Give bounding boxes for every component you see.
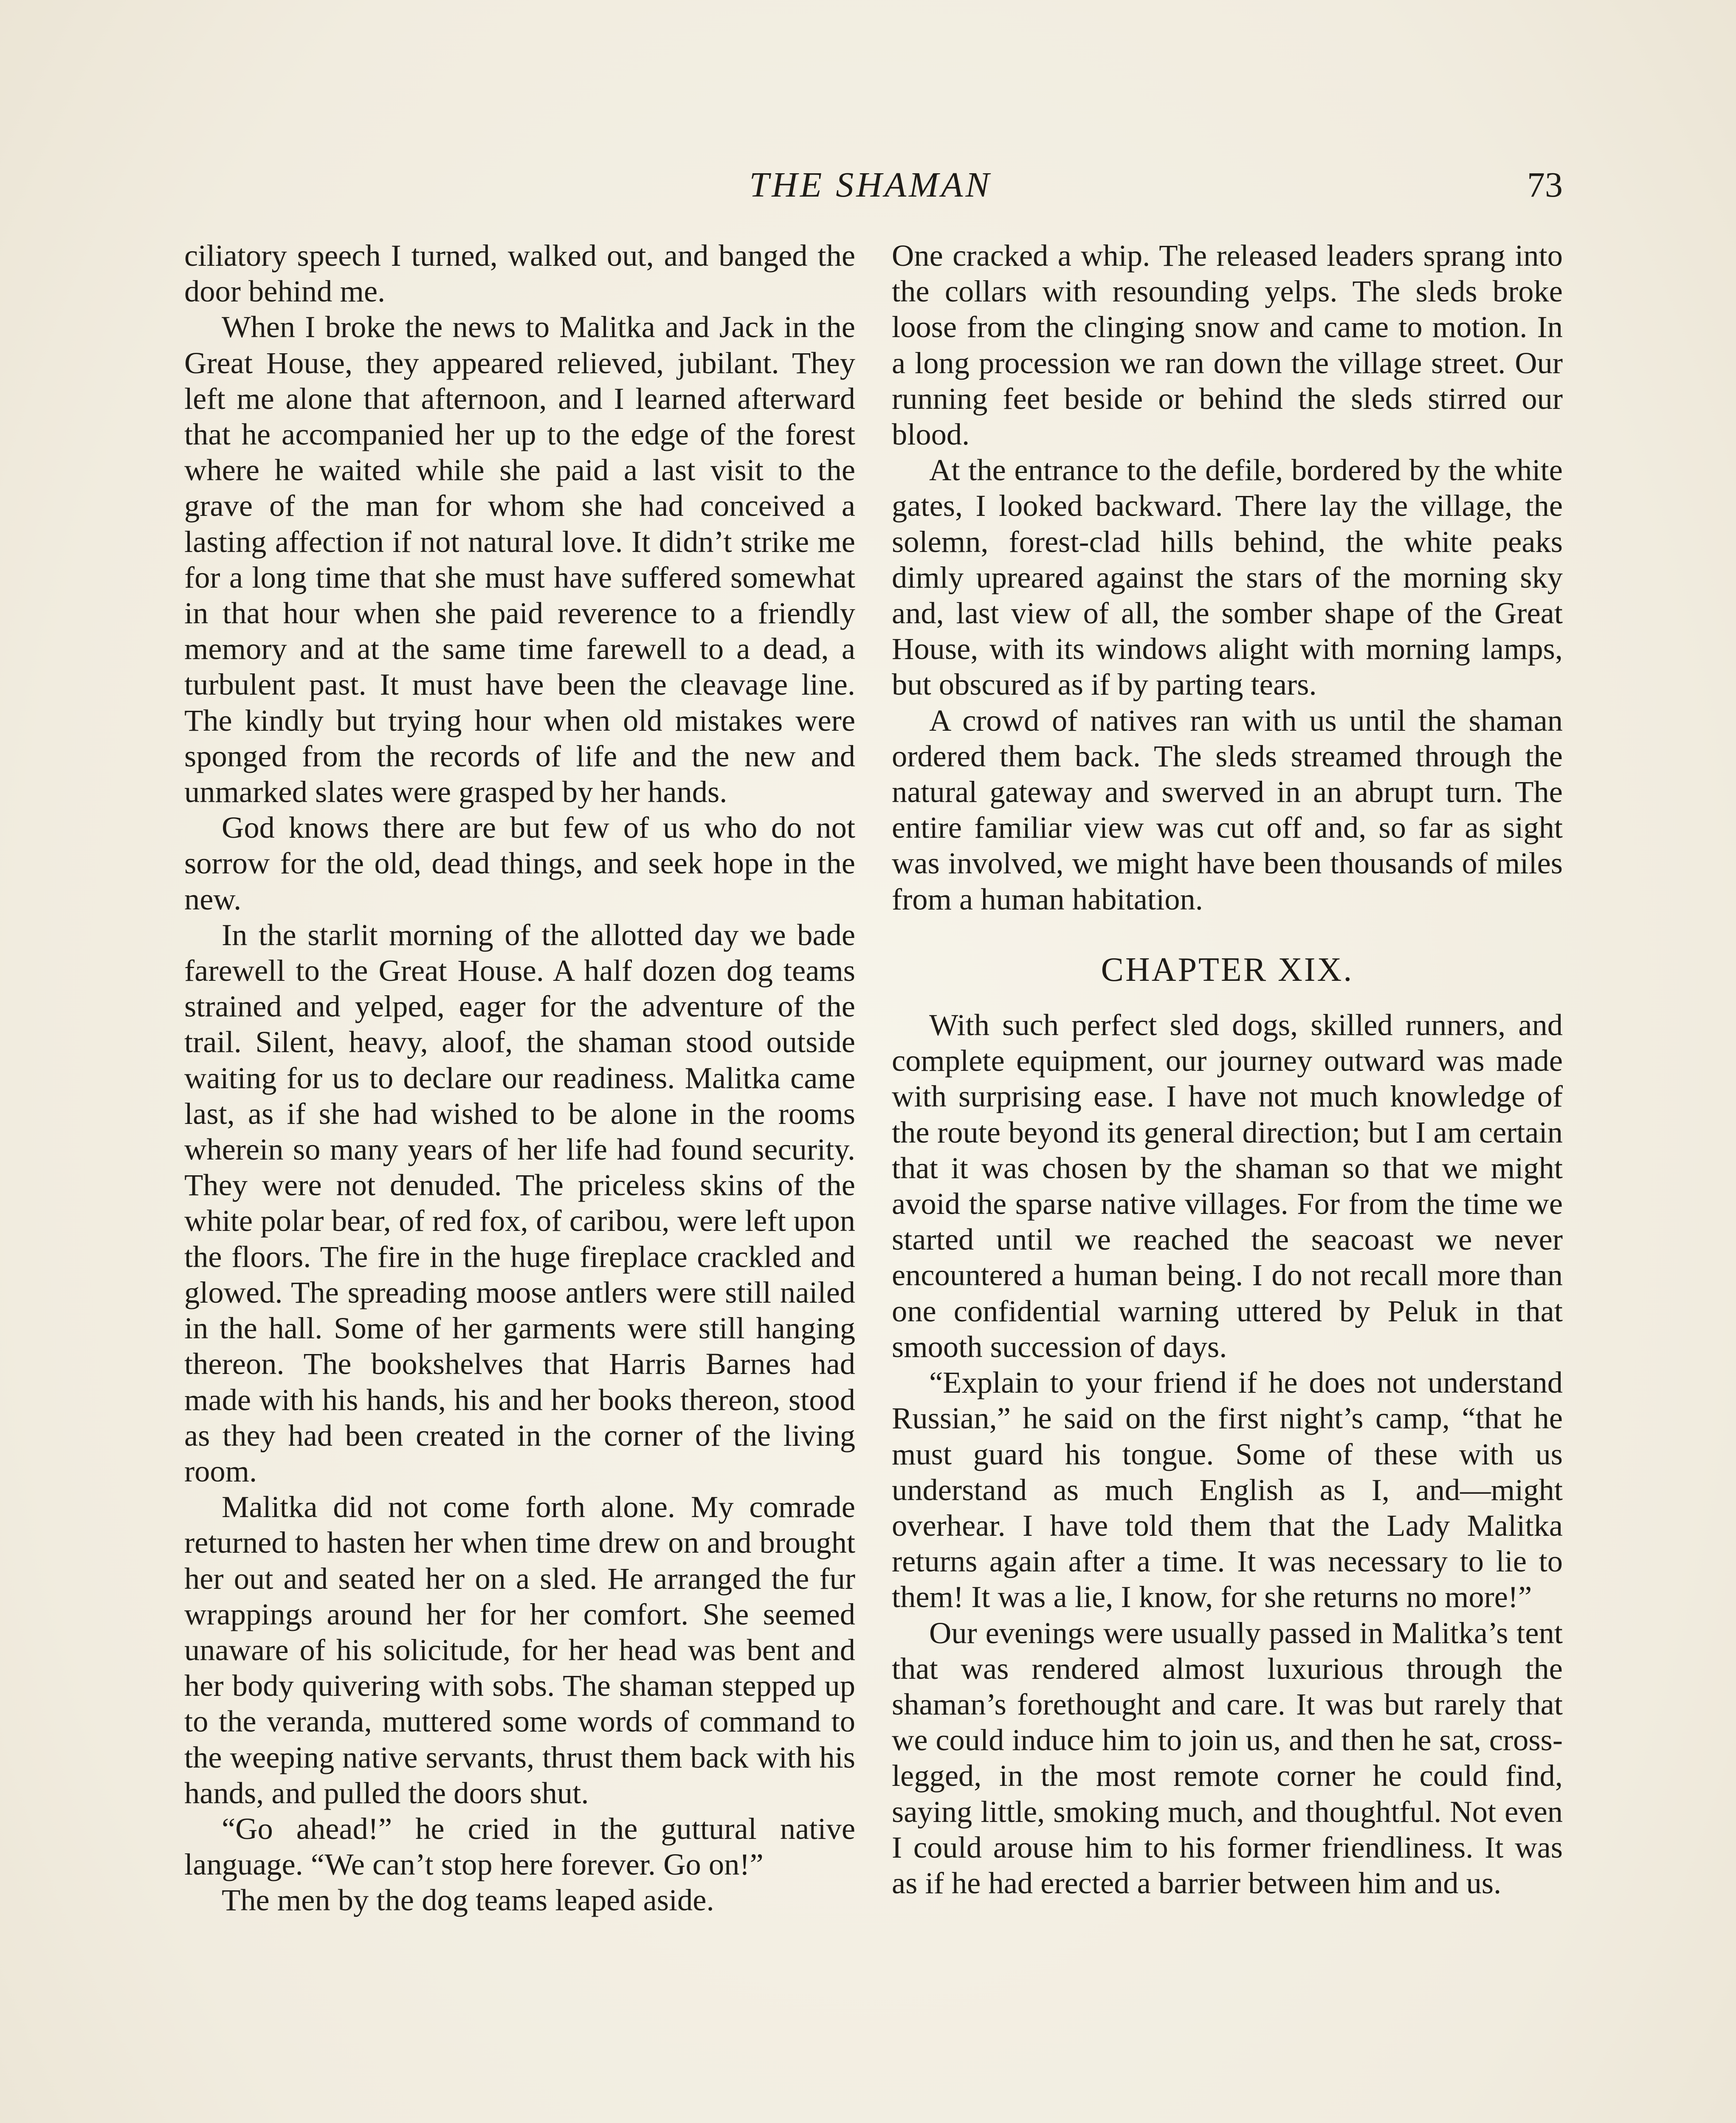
page-header: [178, 160, 1563, 211]
running-title: THE SHAMAN: [749, 165, 992, 205]
paragraph: God knows there are but few of us who do not sorrow for the old, dead things, and seek hope in the new.: [184, 810, 855, 916]
paragraph: ciliatory speech I turned, walked out, and banged the door behind me.: [184, 238, 855, 309]
paragraph: The men by the dog teams leaped aside.: [222, 1883, 714, 1917]
right-column: [892, 238, 1563, 1901]
paragraph: Our evenings were usually passed in Malitka’s tent that was rendered almost luxurious through the shaman’s forethought and care. It was but rarely that we could induce him to join us, and then he sat, cross-legged, in the most remote corner he could find, saying little, smoking much, and thoughtful. Not even I could arouse him to his former friendliness. It was as if he had erected a barrier between him and us.: [892, 1615, 1563, 1900]
paragraph: One cracked a whip. The released leaders sprang into the collars with resounding yelps. The sleds broke loose from the clinging snow and came to motion. In a long procession we ran down the village street. Our running feet beside or behind the sleds stirred our blood.: [892, 238, 1563, 452]
paragraph: “Explain to your friend if he does not understand Russian,” he said on the first night’s camp, “that he must guard his tongue. Some of these with us understand as much English as I, and—might overhear. I have told them that the Lady Malitka returns again after a time. It was necessary to lie to them! It was a lie, I know, for she returns no more!”: [892, 1365, 1563, 1614]
paragraph: Malitka did not come forth alone. My comrade returned to hasten her when time drew on and brought her out and seated her on a sled. He arranged the fur wrappings around her for her comfort. She seemed unaware of his solicitude, for her head was bent and her body quivering with sobs. The shaman stepped up to the veranda, muttered some words of command to the weeping native servants, thrust them back with his hands, and pulled the doors shut.: [184, 1489, 855, 1810]
left-column: [184, 238, 855, 1918]
paragraph: A crowd of natives ran with us until the shaman ordered them back. The sleds streamed through the natural gateway and swerved in an abrupt turn. The entire familiar view was cut off and, so far as sight was involved, we might have been thousands of miles from a human habitation.: [892, 703, 1563, 916]
paragraph: At the entrance to the defile, bordered by the white gates, I looked backward. There lay the village, the solemn, forest-clad hills behind, the white peaks dimly upreared against the stars of the morning sky and, last view of all, the somber shape of the Great House, with its windows alight with morning lamps, but obscured as if by parting tears.: [892, 453, 1563, 702]
paragraph: “Go ahead!” he cried in the guttural native language. “We can’t stop here forever. Go on!”: [184, 1811, 855, 1882]
paragraph: When I broke the news to Malitka and Jack in the Great House, they appeared relieved, jubilant. They left me alone that afternoon, and I learned afterward that he accompanied her up to the edge of the forest where he waited while she paid a last visit to the grave of the man for whom she had conceived a lasting affection if not natural love. It didn’t strike me for a long time that she must have suffered somewhat in that hour when she paid reverence to a friendly memory and at the same time farewell to a dead, a turbulent past. It must have been the cleavage line. The kindly but trying hour when old mistakes were sponged from the records of life and the new and unmarked slates were grasped by her hands.: [184, 310, 855, 809]
chapter-heading: CHAPTER XIX.: [1101, 951, 1354, 988]
paragraph: With such perfect sled dogs, skilled runners, and complete equipment, our journey outward was made with surprising ease. I have not much knowledge of the route beyond its general direction; but I am certain that it was chosen by the shaman so that we might avoid the sparse native villages. For from the time we started until we reached the seacoast we never encountered a human being. I do not recall more than one confidential warning uttered by Peluk in that smooth succession of days.: [892, 1008, 1563, 1364]
page-number: 73: [1527, 165, 1563, 205]
paragraph: In the starlit morning of the allotted day we bade farewell to the Great House. A half dozen dog teams strained and yelped, eager for the adventure of the trail. Silent, heavy, aloof, the shaman stood outside waiting for us to declare our readiness. Malitka came last, as if she had wished to be alone in the rooms wherein so many years of her life had found security. They were not denuded. The priceless skins of the white polar bear, of red fox, of caribou, were left upon the floors. The fire in the huge fireplace crackled and glowed. The spreading moose antlers were still nailed in the hall. Some of her garments were still hanging thereon. The bookshelves that Harris Barnes had made with his hands, his and her books thereon, stood as they had been created in the corner of the living room.: [184, 917, 855, 1488]
